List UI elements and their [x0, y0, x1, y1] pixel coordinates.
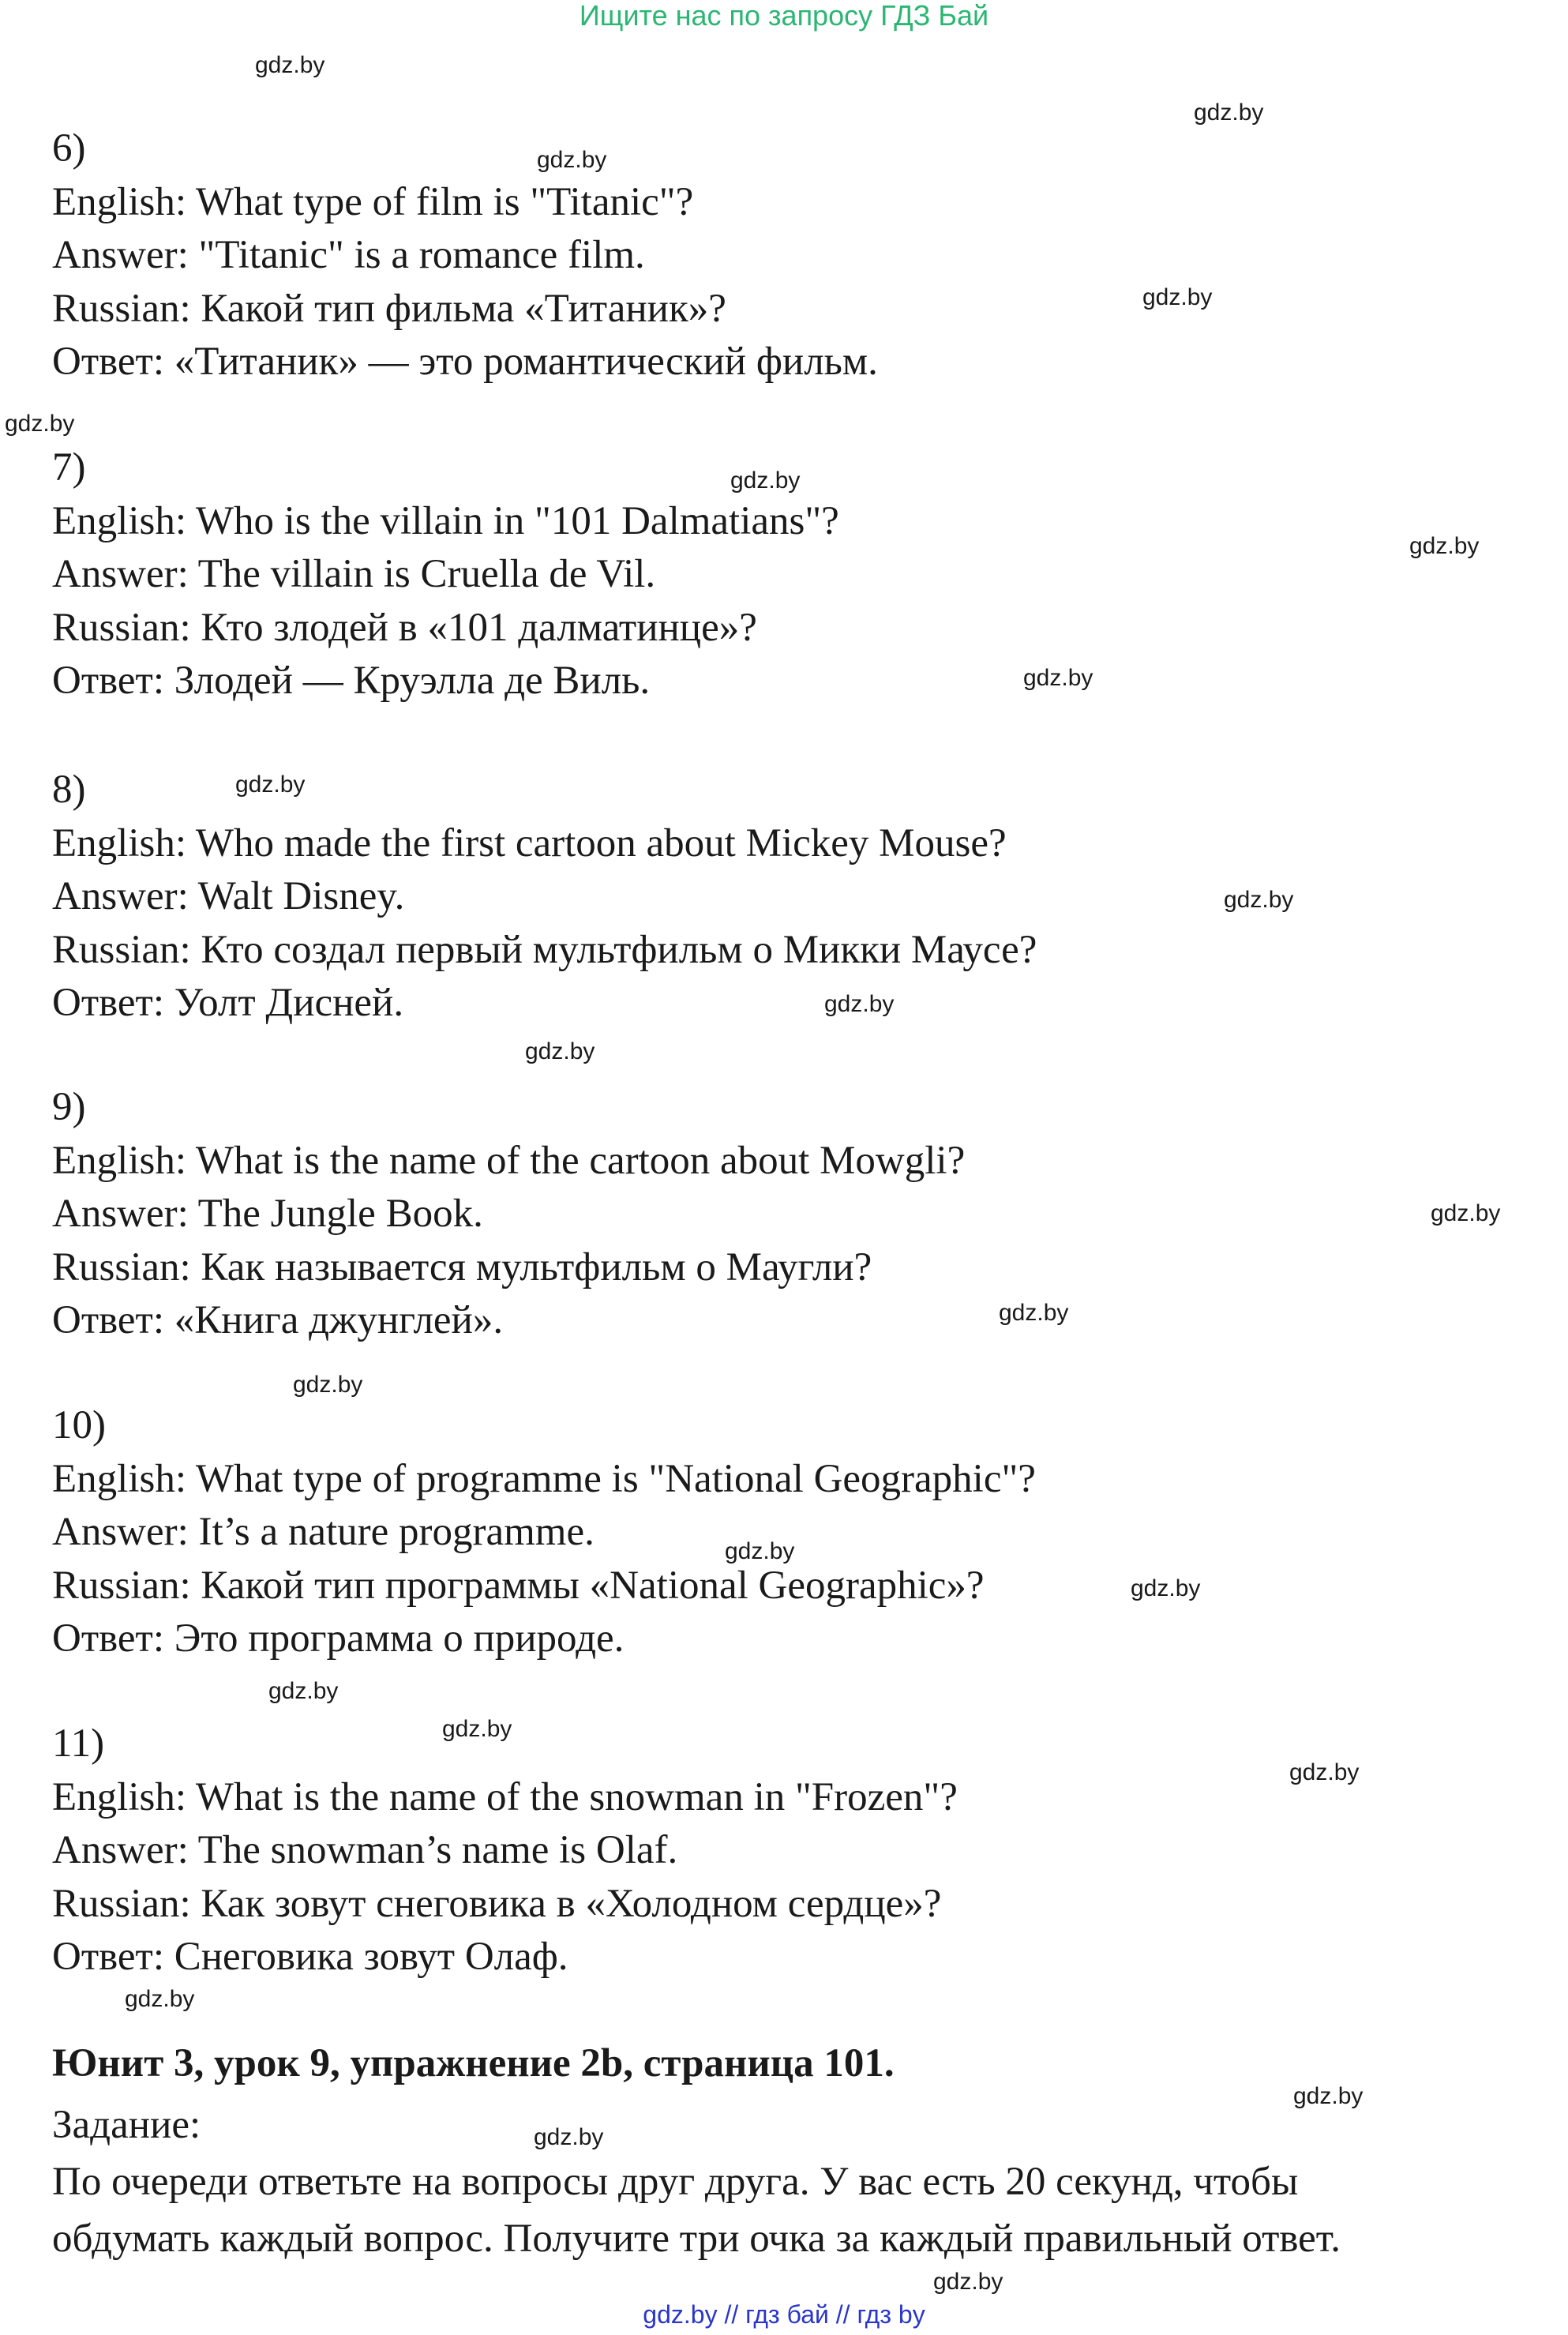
watermark: gdz.by	[442, 1716, 512, 1742]
watermark: gdz.by	[933, 2269, 1003, 2295]
watermark: gdz.by	[268, 1678, 339, 1704]
watermark: gdz.by	[1224, 887, 1294, 913]
watermark: gdz.by	[1131, 1575, 1201, 1601]
watermark: gdz.by	[725, 1538, 795, 1564]
task-text-line-2: обдумать каждый вопрос. Получите три очка за каждый правильный ответ.	[52, 2217, 1341, 2261]
watermark: gdz.by	[525, 1038, 595, 1064]
qa-english: English: Who is the villain in "101 Dalmatians"?	[52, 498, 839, 543]
qa-otvet: Ответ: «Титаник» — это романтический фильм.	[52, 340, 878, 384]
qa-number: 7)	[52, 445, 86, 490]
qa-english: English: What type of film is "Titanic"?	[52, 179, 694, 224]
qa-russian: Russian: Кто создал первый мультфильм о Микки Маусе?	[52, 927, 1037, 972]
qa-block-7	[52, 441, 839, 708]
qa-block-6	[52, 122, 878, 389]
watermark: gdz.by	[999, 1300, 1069, 1326]
qa-block-11	[52, 1717, 958, 1984]
qa-number: 10)	[52, 1403, 106, 1447]
qa-russian: Russian: Как называется мультфильм о Маугли?	[52, 1244, 872, 1290]
watermark: gdz.by	[1142, 284, 1213, 310]
watermark: gdz.by	[255, 52, 325, 78]
qa-block-9	[52, 1081, 965, 1348]
watermark: gdz.by	[1409, 533, 1480, 559]
qa-otvet: Ответ: Уолт Дисней.	[52, 981, 404, 1025]
watermark: gdz.by	[1431, 1200, 1501, 1226]
qa-answer: Answer: The snowman’s name is Olaf.	[52, 1828, 678, 1872]
footer-links[interactable]: gdz.by // гдз бай // гдз by	[643, 2300, 925, 2329]
section-heading: Юнит 3, урок 9, упражнение 2b, страница 101.	[52, 2041, 895, 2085]
watermark: gdz.by	[534, 2124, 604, 2150]
qa-english: English: Who made the first cartoon about Mickey Mouse?	[52, 820, 1007, 865]
qa-number: 9)	[52, 1085, 86, 1129]
qa-russian: Russian: Какой тип программы «National Geographic»?	[52, 1563, 985, 1608]
watermark: gdz.by	[1194, 99, 1264, 126]
qa-number: 8)	[52, 768, 86, 812]
qa-answer: Answer: The Jungle Book.	[52, 1192, 483, 1236]
qa-english: English: What is the name of the snowman in "Frozen"?	[52, 1774, 958, 1819]
qa-english: English: What type of programme is "National Geographic"?	[52, 1456, 1036, 1501]
watermark: gdz.by	[730, 467, 801, 494]
watermark: gdz.by	[125, 1986, 195, 2012]
qa-answer: Answer: "Titanic" is a romance film.	[52, 233, 645, 277]
task-text-line-1: По очереди ответьте на вопросы друг друга. У вас есть 20 секунд, чтобы	[52, 2160, 1299, 2204]
qa-russian: Russian: Кто злодей в «101 далматинце»?	[52, 605, 757, 650]
qa-block-8	[52, 764, 1037, 1030]
watermark: gdz.by	[1023, 665, 1093, 691]
watermark: gdz.by	[1293, 2083, 1364, 2109]
task-label: Задание:	[52, 2103, 201, 2147]
qa-block-10	[52, 1399, 1036, 1666]
qa-otvet: Ответ: «Книга джунглей».	[52, 1298, 504, 1342]
qa-number: 6)	[52, 126, 86, 171]
watermark: gdz.by	[5, 411, 75, 437]
qa-english: English: What is the name of the cartoon about Mowgli?	[52, 1138, 966, 1183]
qa-otvet: Ответ: Это программа о природе.	[52, 1616, 625, 1661]
watermark: gdz.by	[824, 991, 895, 1017]
watermark: gdz.by	[293, 1372, 363, 1398]
watermark: gdz.by	[1289, 1759, 1360, 1785]
top-banner[interactable]: Ищите нас по запросу ГДЗ Бай	[579, 0, 989, 32]
qa-answer: Answer: Walt Disney.	[52, 874, 405, 918]
qa-otvet: Ответ: Снеговика зовут Олаф.	[52, 1935, 568, 1979]
qa-russian: Russian: Какой тип фильма «Титаник»?	[52, 286, 726, 331]
qa-russian: Russian: Как зовут снеговика в «Холодном сердце»?	[52, 1881, 942, 1926]
qa-answer: Answer: The villain is Cruella de Vil.	[52, 552, 656, 596]
watermark: gdz.by	[537, 147, 607, 173]
qa-otvet: Ответ: Злодей — Круэлла де Виль.	[52, 659, 651, 703]
qa-number: 11)	[52, 1721, 105, 1766]
task-block	[52, 2097, 1341, 2267]
qa-answer: Answer: It’s a nature programme.	[52, 1510, 595, 1554]
watermark: gdz.by	[235, 771, 306, 798]
